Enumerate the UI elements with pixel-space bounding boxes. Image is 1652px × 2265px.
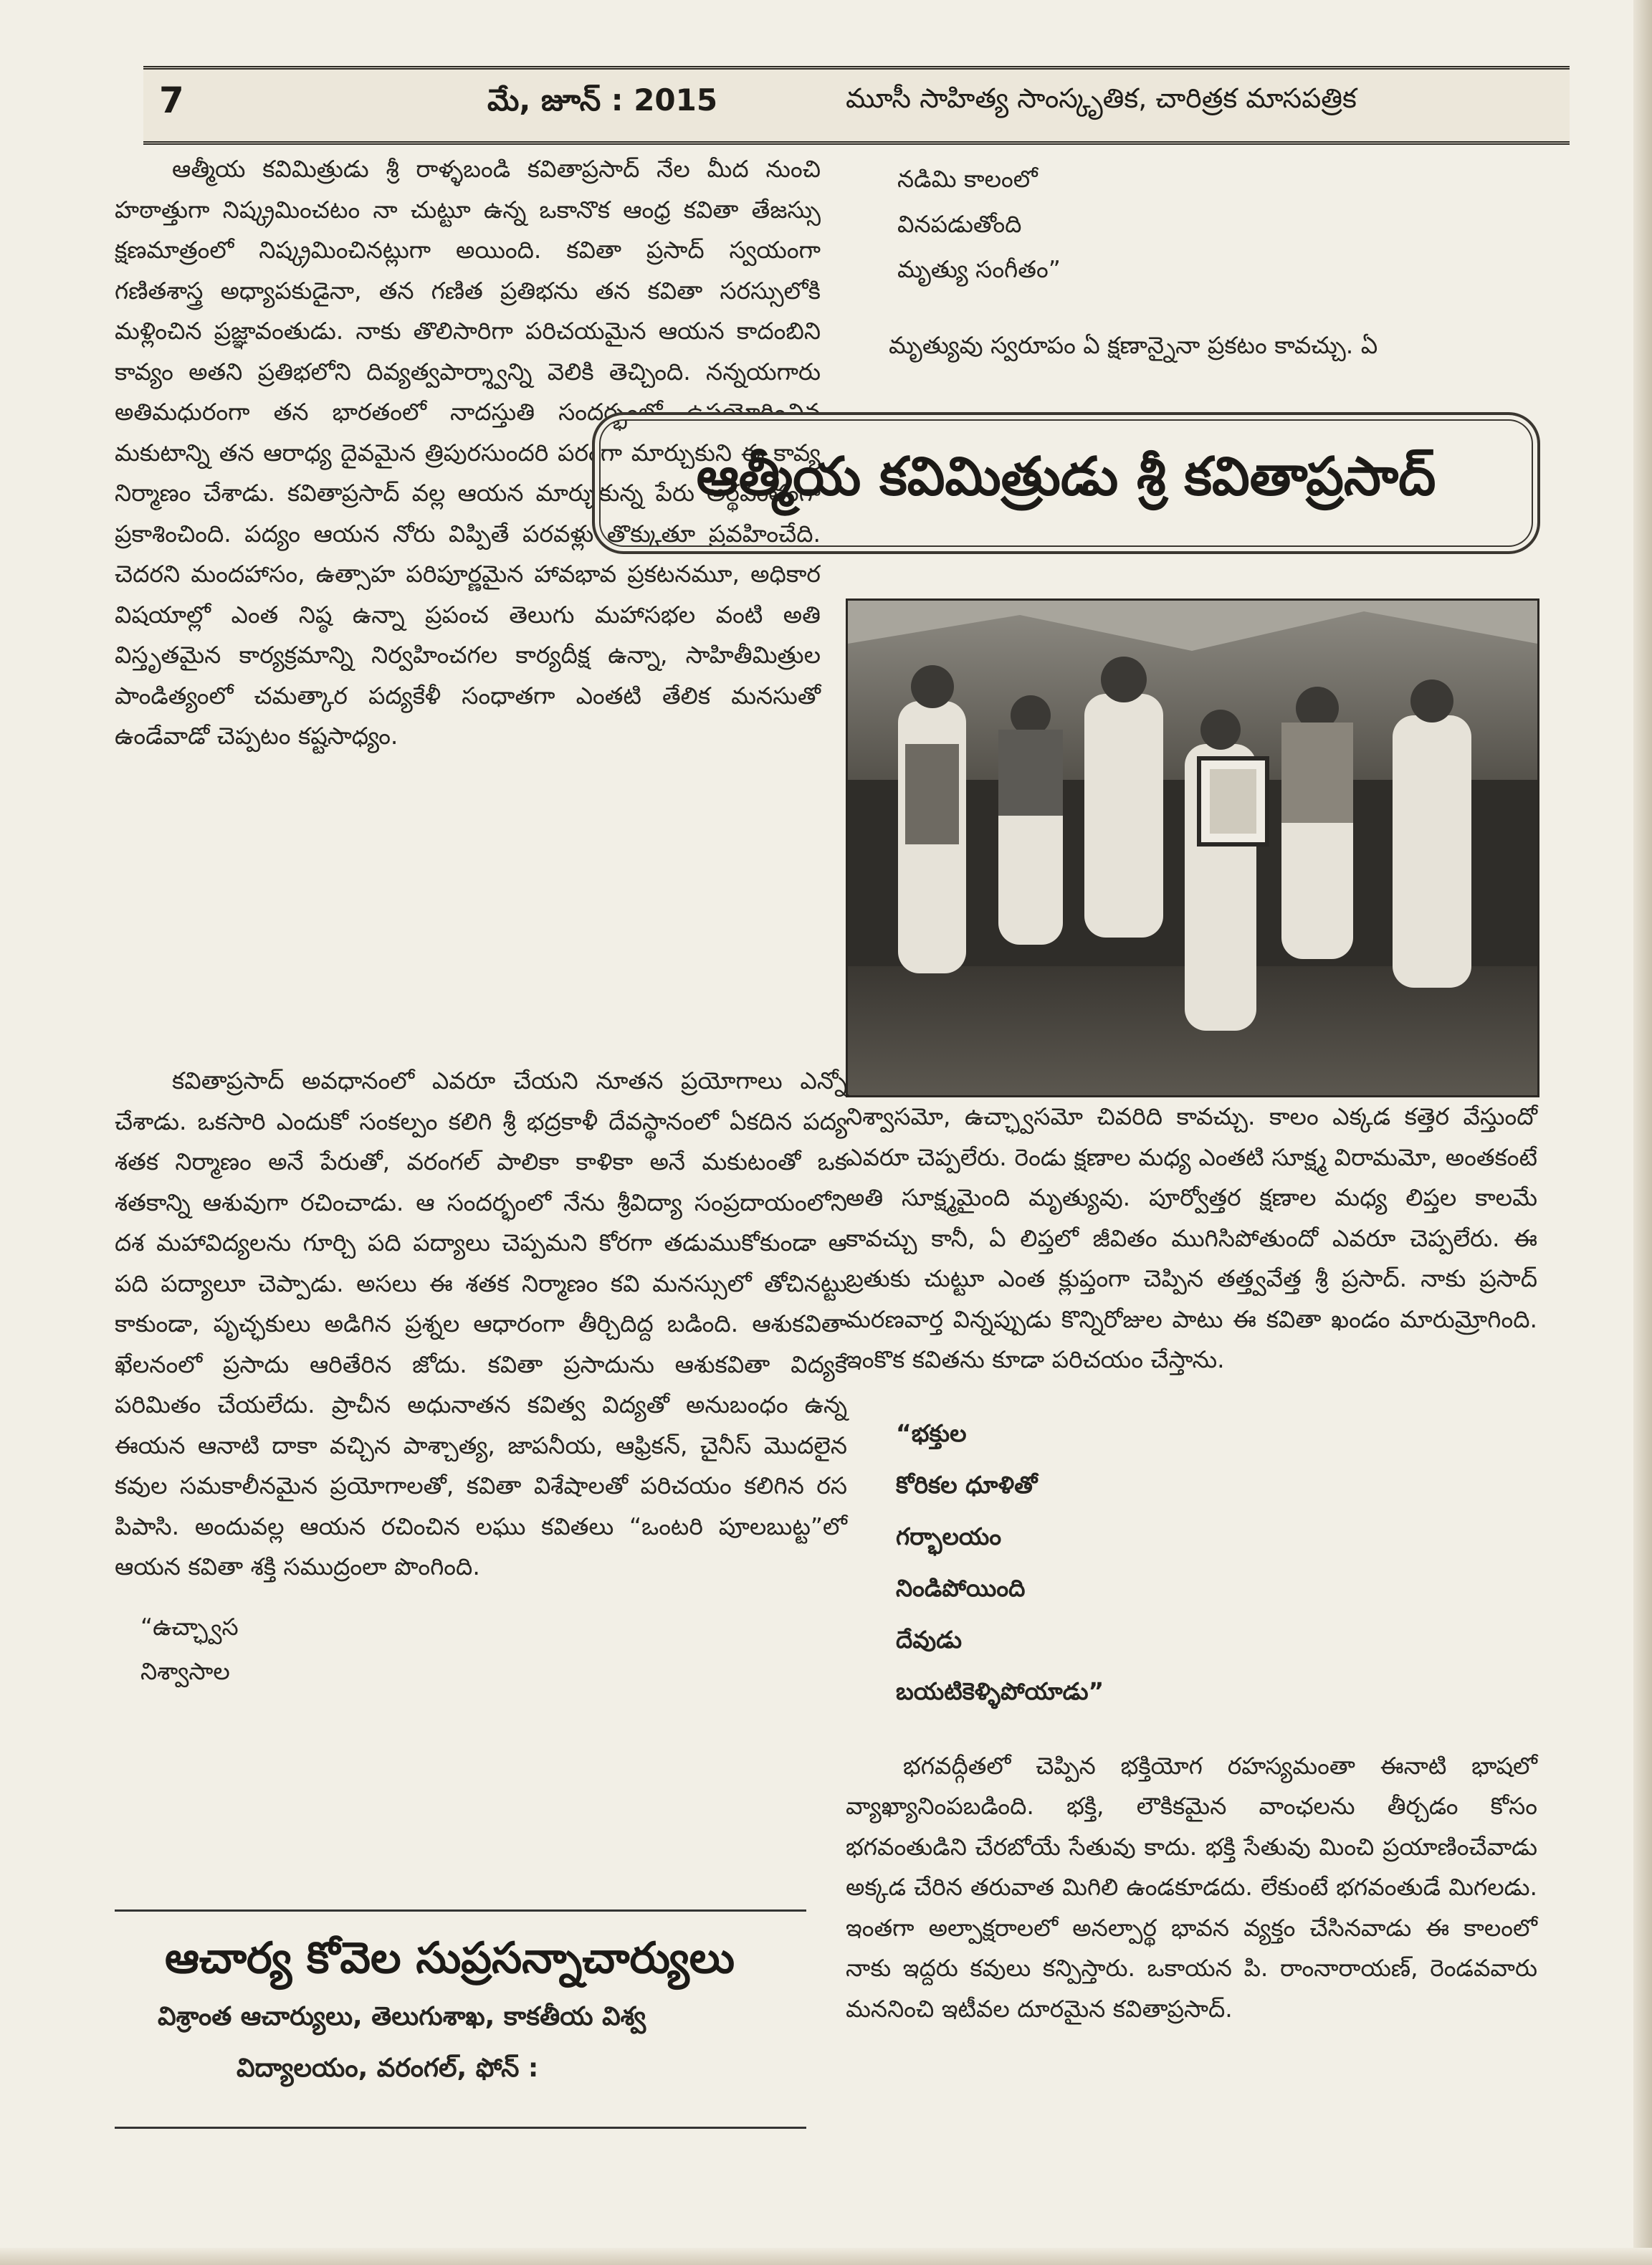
issue-date: మే, జూన్ : 2015 [487,82,718,118]
poem-line: దేవుడు [896,1625,963,1654]
poem-line: బయటికెళ్ళిపోయాడు” [896,1677,1104,1705]
author-designation: విశ్రాంత ఆచార్యులు, తెలుగుశాఖ, కాకతీయ విశ్వ [158,2002,646,2031]
left-column-bottom [115,1061,847,1694]
poem-uchhvasa [115,1605,847,1694]
poem-line: “భక్తుల [896,1418,967,1447]
paragraph-mrutyuvu: నిశ్వాసమో, ఉచ్ఛ్వాసమో చివరిది కావచ్చు. కాలం ఎక్కడ కత్తెర వేస్తుందో ఎవరూ చెప్పలేరు. రెండు క్షణాల మధ్య ఎంతటి సూక్ష్మ విరామమో, అంతకంటే అతి సూక్ష్మమైంది మృత్యువు. పూర్వోత్తర క్షణాల మధ్య లిప్తల కాలమే కావచ్చు కానీ, ఏ లిప్తలో జీవితం ముగిసిపోతుందో ఎవరూ చెప్పలేరు. ఈ బ్రతుకు చుట్టూ ఎంత క్లుప్తంగా చెప్పిన తత్త్వవేత్త శ్రీ ప్రసాద్. నాకు ప్రసాద్ మరణవార్త విన్నప్పుడు కొన్నిరోజుల పాటు ఈ కవితా ఖండం మారుమ్రోగింది. ఇంకొక కవితను కూడా పరిచయం చేస్తాను. [846,1102,1537,1373]
poem-line: నడిమి కాలంలో [897,165,1038,193]
magazine-name: మూసీ సాహిత్య సాంస్కృతిక, చారిత్రక మాసపత్రిక [846,82,1357,114]
poem-line: కోరికల ధూళితో [896,1470,1038,1499]
poem-line: గర్భాలయం [896,1522,1002,1550]
author-address: విద్యాలయం, వరంగల్, ఫోన్ : [237,2054,539,2083]
poem-mrutyu [897,156,1061,292]
article-title: ఆత్మీయ కవిమిత్రుడు శ్రీ కవితాప్రసాద్ [696,446,1436,507]
paragraph-avadhanam: కవితాప్రసాద్ అవధానంలో ఎవరూ చేయని నూతన ప్రయోగాలు ఎన్నో చేశాడు. ఒకసారి ఎందుకో సంకల్పం కలిగి శ్రీ భద్రకాళీ దేవస్థానంలో ఏకదిన పద్య శతక నిర్మాణం అనే పేరుతో, వరంగల్ పాలికా కాళికా అనే మకుటంతో ఒక శతకాన్ని ఆశువుగా రచించాడు. ఆ సందర్భంలో నేను శ్రీవిద్యా సంప్రదాయంలోని దశ మహావిద్యలను గూర్చి పది పద్యాలు చెప్పమని కోరగా తడుముకోకుండా ఆ పది పద్యాలూ చెప్పాడు. అసలు ఈ శతక నిర్మాణం కవి మనస్సులో తోచినట్టు కాకుండా, పృచ్ఛకులు అడిగిన ప్రశ్నల ఆధారంగా తీర్చిదిద్ద బడింది. ఆశుకవితా ఖేలనంలో ప్రసాదు ఆరితేరిన జోదు. కవితా ప్రసాదును ఆశుకవితా విద్యకే పరిమితం చేయలేదు. ప్రాచీన అధునాతన కవిత్వ విద్యతో అనుబంధం ఉన్న ఈయన ఆనాటి దాకా వచ్చిన పాశ్చాత్య, జాపనీయ, ఆఫ్రికన్, చైనీస్ మొదలైన కవుల సమకాలీనమైన ప్రయోగాలతో, కవితా విశేషాలతో పరిచయం కలిగిన రస పిపాసి. అందువల్ల ఆయన రచించిన లఘు కవితలు “ఒంటరి పూలబుట్ట”లో ఆయన కవితా శక్తి సముద్రంలా పొంగింది. [115,1067,847,1580]
poem-line: నిండిపోయింది [896,1573,1026,1602]
poem-line: వినపడుతోంది [897,210,1022,238]
poem-line: మృత్యు సంగీతం” [897,255,1061,283]
page-number: 7 [159,80,184,121]
mrutyu-note: మృత్యువు స్వరూపం ఏ క్షణాన్నైనా ప్రకటం కావచ్చు. ఏ [889,331,1378,359]
right-column-bottom [846,1097,1537,2029]
article-title-box [592,412,1540,554]
author-name: ఆచార్య కోవెల సుప్రసన్నాచార్యులు [165,1933,735,1983]
paragraph-intro: ఆత్మీయ కవిమిత్రుడు శ్రీ రాళ్ళబండి కవితాప్రసాద్ నేల మీద నుంచి హఠాత్తుగా నిష్క్రమించటం నా చుట్టూ ఉన్న ఒకానొక ఆంధ్ర కవితా తేజస్సు క్షణమాత్రంలో నిష్క్రమించినట్లుగా అయింది. కవితా ప్రసాద్ స్వయంగా గణితశాస్త్ర అధ్యాపకుడైనా, తన గణిత ప్రతిభను తన కవితా సరస్సులోకి మళ్లించిన ప్రజ్ఞావంతుడు. నాకు తొలిసారిగా పరిచయమైన ఆయన కాదంబిని కావ్యం అతని ప్రతిభలోని దివ్యత్వపార్శ్వాన్ని వెలికి తెచ్చింది. నన్నయగారు అతిమధురంగా తన భారతంలో నాదస్తుతి సందర్భంలో ఉపయోగించిన మకుటాన్ని తన ఆరాధ్య దైవమైన త్రిపురసుందరి పరంగా మార్చుకుని ఈ కావ్య నిర్మాణం చేశాడు. కవితాప్రసాద్ వల్ల ఆయన మార్చుకున్న పేరు అర్థవంతంగా ప్రకాశించింది. పద్యం ఆయన నోరు విప్పితే పరవళ్లు తొక్కుతూ ప్రవహించేది. చెదరని మందహాసం, ఉత్సాహ పరిపూర్ణమైన హావభావ ప్రకటనమూ, అధికార విషయాల్లో ఎంత నిష్ఠ ఉన్నా ప్రపంచ తెలుగు మహాసభల వంటి అతి విస్తృతమైన కార్యక్రమాన్ని నిర్వహించగల కార్యదీక్ష ఉన్నా, సాహితీమిత్రుల పాండిత్యంలో చమత్కార పద్యకేళీ సంధాతగా ఎంతటి తేలిక మనసుతో ఉండేవాడో చెప్పటం కష్టసాధ్యం. [115,155,821,750]
page-header [143,66,1570,145]
author-signature-box [115,1909,806,2129]
poem-bhaktula [846,1408,1537,1717]
poem-line: నిశ్వాసాల [140,1656,230,1685]
page-bottom-edge [0,2248,1652,2265]
photo-illustration [848,601,1537,1095]
event-photo [846,599,1539,1097]
poem-line: “ఉచ్ఛ్వాస [140,1612,239,1641]
page-edge-shadow [1633,0,1652,2265]
paragraph-bhagavadgita: భగవద్గీతలో చెప్పిన భక్తియోగ రహస్యమంతా ఈనాటి భాషలో వ్యాఖ్యానింపబడింది. భక్తి, లౌకికమైన వాంఛలను తీర్చడం కోసం భగవంతుడిని చేరబోయే సేతువు కాదు. భక్తి సేతువు మించి ప్రయాణించేవాడు అక్కడ చేరిన తరువాత మిగిలి ఉండకూడదు. లేకుంటే భగవంతుడే మిగలడు. ఇంతగా అల్పాక్షరాలలో అనల్పార్థ భావన వ్యక్తం చేసినవాడు ఈ కాలంలో నాకు ఇద్దరు కవులు కన్పిస్తారు. ఒకాయన పి. రాంనారాయణ్, రెండవవారు మననించి ఇటీవల దూరమైన కవితాప్రసాద్. [846,1751,1537,2023]
